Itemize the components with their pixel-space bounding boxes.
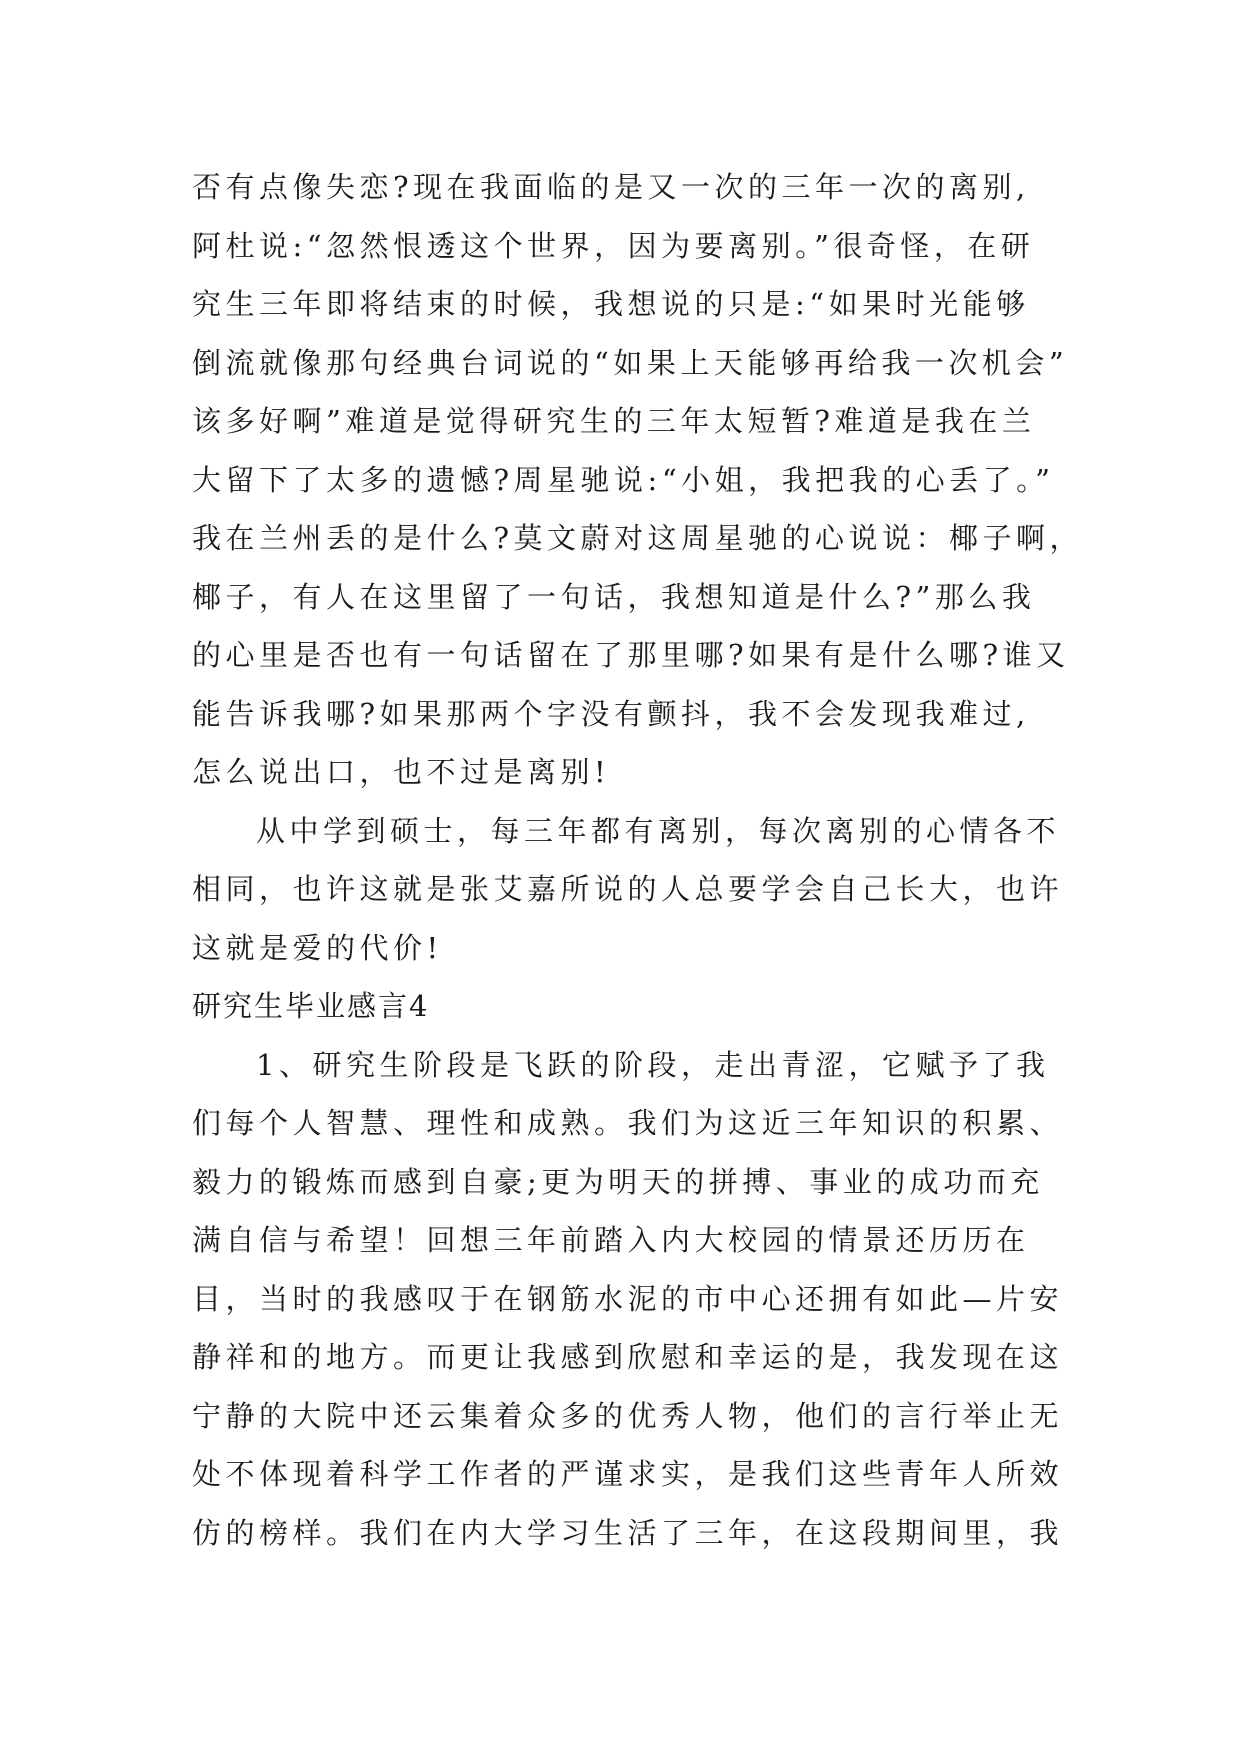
text-line: 1、研究生阶段是飞跃的阶段，走出青涩，它赋予了我 [256,1047,1050,1082]
text-line: 处不体现着科学工作者的严谨求实，是我们这些青年人所效 [192,1457,1064,1491]
text-line: 该多好啊”难道是觉得研究生的三年太短暂?难道是我在兰 [192,404,1036,438]
paragraph-2 [192,802,1072,978]
text-line: 这就是爱的代价! [192,930,443,965]
text-line: 满自信与希望！回想三年前踏入内大校园的情景还历历在 [192,1223,1030,1257]
text-line: 从中学到硕士，每三年都有离别，每次离别的心情各不 [256,813,1061,848]
section-title: 研究生毕业感言4 [192,989,430,1023]
text-line: 的心里是否也有一句话留在了那里哪?如果有是什么哪?谁又 [192,638,1070,672]
text-line: 静祥和的地方。而更让我感到欣慰和幸运的是，我发现在这 [192,1340,1064,1374]
text-line: 我在兰州丢的是什么?莫文蔚对这周星驰的心说说：椰子啊， [192,521,1084,555]
text-line: 究生三年即将结束的时候，我想说的只是:“如果时光能够 [192,287,1030,321]
text-line: 毅力的锻炼而感到自豪;更为明天的拼搏、事业的成功而充 [192,1164,1044,1199]
text-line: 仿的榜样。我们在内大学习生活了三年，在这段期间里，我 [192,1515,1064,1550]
paragraph-3 [192,1036,1072,1563]
text-line: 宁静的大院中还云集着众多的优秀人物，他们的言行举止无 [192,1398,1064,1433]
text-line: 能告诉我哪?如果那两个字没有颤抖，我不会发现我难过, [192,696,1030,731]
text-line: 阿杜说:“忽然恨透这个世界，因为要离别。”很奇怪，在研 [192,228,1035,263]
text-line: 相同，也许这就是张艾嘉所说的人总要学会自己长大，也许 [192,872,1064,906]
document-body [192,158,1084,1562]
text-line: 们每个人智慧、理性和成熟。我们为这近三年知识的积累、 [192,1106,1064,1140]
text-line: 大留下了太多的遗憾?周星驰说:“小姐，我把我的心丢了。” [192,462,1055,497]
text-line: 怎么说出口，也不过是离别! [192,755,611,789]
text-line: 否有点像失恋?现在我面临的是又一次的三年一次的离别, [192,170,1030,204]
text-line: 目，当时的我感叹于在钢筋水泥的市中心还拥有如此—片安 [192,1281,1064,1316]
section-heading [192,977,1072,1036]
text-line: 椰子，有人在这里留了一句话，我想知道是什么?”那么我 [192,579,1036,614]
text-line: 倒流就像那句经典台词说的“如果上天能够再给我一次机会” [192,345,1069,380]
paragraph-1 [192,158,1084,802]
